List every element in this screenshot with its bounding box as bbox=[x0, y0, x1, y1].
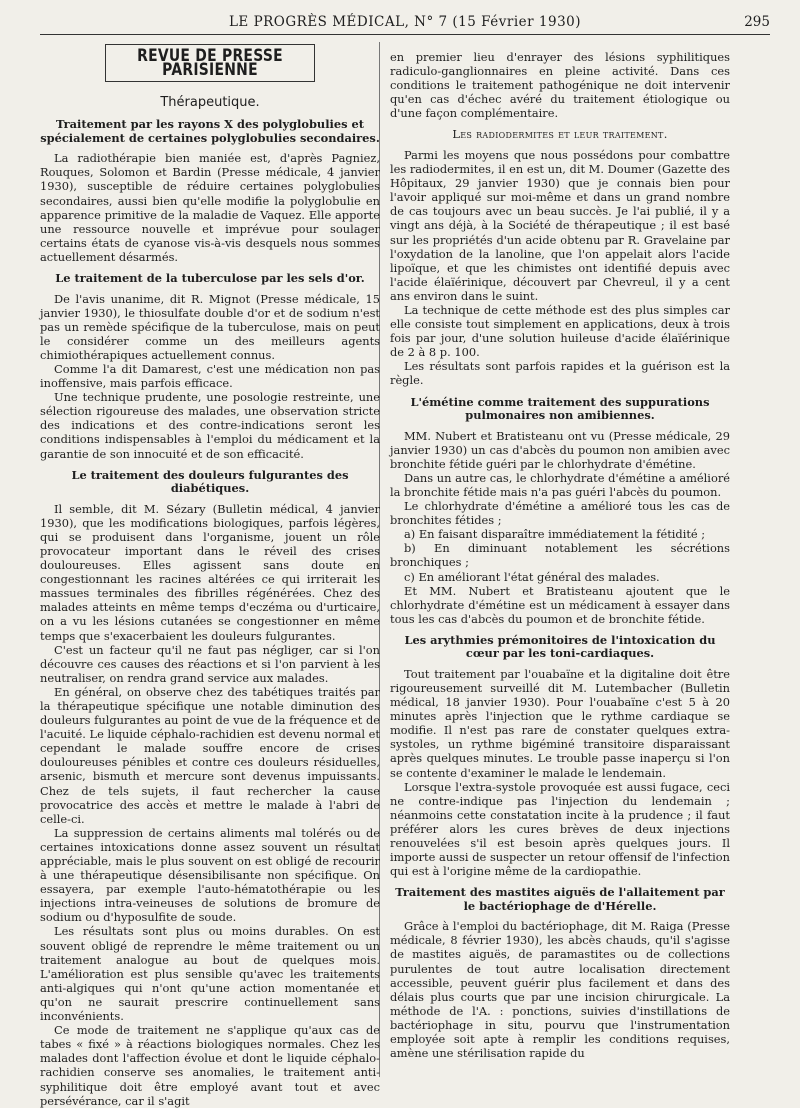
article-heading: Le traitement des douleurs fulgurantes des diabétiques. bbox=[71, 467, 349, 496]
article-paragraph: Grâce à l'emploi du bactériophage, dit M. Raiga (Presse médicale, 8 février 1930), les abcès chauds, qu'il s'agisse de mastites aiguës, de paramastites ou de collections purulentes de tout autre localisation directement accessible, peuvent guérir plus facilement et dans des délais plus courts que par une incision chirurgicale. La méthode de l'A. : ponctions, suivies d'instillations de bactériophage in situ, pourvu que l'instrumentation employée soit apte à remplir les conditions requises, amène une stérilisation rapide du bbox=[390, 919, 730, 1061]
article-paragraph: Ce mode de traitement ne s'applique qu'aux cas de tabes « fixé » à réactions biologiques normales. Chez les malades dont l'affection évolue et dont le liquide céphalo-rachidien conserve ses anomalies, le traitement anti-syphilitique doit être employé avant tout et avec persévérance, car il s'agit bbox=[40, 1023, 380, 1108]
continuation-paragraph: en premier lieu d'enrayer des lésions syphilitiques radiculo-ganglionnaires en pleine activité. Dans ces conditions le traitement pathogénique ne doit intervenir qu'en cas d'échec avéré du traitement étiologique ou d'une façon complémentaire. bbox=[390, 50, 730, 121]
article-paragraph: C'est un facteur qu'il ne faut pas négliger, car si l'on découvre ces causes des réactions et si l'on parvient à les neutraliser, on rendra grand service aux malades. bbox=[40, 642, 380, 685]
article-paragraph: En général, on observe chez des tabétiques traités par la thérapeutique spécifique une notable diminution des douleurs fulgurantes au point de vue de la fréquence et de l'acuité. Le liquide céphalo-rachidien est devenu normal et cependant le malade souffre encore de crises douloureuses pénibles et contre ces douleurs résiduelles, arsenic, bismuth et mercure sont devenus impuissants. Chez de tels sujets, il faut rechercher la cause provocatrice des accès et mettre le malade à l'abri de celle-ci. bbox=[40, 684, 380, 826]
right-column bbox=[390, 50, 730, 1060]
list-item: b) En diminuant notablement les sécrétions bronchiques ; bbox=[390, 541, 730, 570]
list-item: a) En faisant disparaître immédiatement la fétidité ; bbox=[404, 527, 706, 542]
article-heading: Traitement par les rayons X des polyglobulies et spécialement de certaines polyglobulies secondaires. bbox=[40, 117, 380, 145]
article-heading: Les radiodermites et leur traitement. bbox=[452, 127, 668, 142]
running-head bbox=[40, 6, 770, 34]
article-paragraph: Une technique prudente, une posologie restreinte, une sélection rigoureuse des malades, une observation stricte des indications et des contre-indications seront les conditions indispensables à l'emploi du médicament et la garantie de son innocuité et de son efficacité. bbox=[40, 390, 380, 461]
article bbox=[390, 396, 730, 626]
left-column bbox=[40, 44, 380, 1108]
article bbox=[40, 469, 380, 1108]
article-paragraph: Dans un autre cas, le chlorhydrate d'émétine a amélioré la bronchite fétide mais n'a pas guéri l'abcès du poumon. bbox=[390, 470, 730, 499]
article-paragraph: MM. Nubert et Bratisteanu ont vu (Presse médicale, 29 janvier 1930) un cas d'abcès du poumon non amibien avec bronchite fétide guéri par le chlorhydrate d'émétine. bbox=[390, 428, 730, 471]
article bbox=[390, 128, 730, 387]
article-heading: Les arythmies prémonitoires de l'intoxication du cœur par les toni-cardiaques. bbox=[404, 632, 716, 661]
article-paragraph: La suppression de certains aliments mal tolérés ou de certaines intoxications donne assez souvent un résultat appréciable, mais le plus souvent on est obligé de recourir à une thérapeutique désensibilisante non spécifique. On essayera, par exemple l'auto-hématothérapie ou les injections intra-veineuses de solutions de bromure de sodium ou d'hyposulfite de soude. bbox=[40, 825, 380, 925]
article bbox=[40, 118, 380, 264]
article-paragraph: Le chlorhydrate d'émétine a amélioré tous les cas de bronchites fétides ; bbox=[390, 499, 730, 528]
article-paragraph: Et MM. Nubert et Bratisteanu ajoutent que le chlorhydrate d'émétine est un médicament à essayer dans tous les cas d'abcès du poumon et de bronchite fétide. bbox=[390, 583, 730, 626]
article-paragraph: De l'avis unanime, dit R. Mignot (Presse médicale, 15 janvier 1930), le thiosulfate double d'or et de sodium n'est pas un remède spécifique de la tuberculose, mais on peut le considérer comme un des meilleurs agents chimiothérapiques actuellement connus. bbox=[40, 291, 380, 362]
section-title-box bbox=[105, 44, 315, 82]
running-head-title: LE PROGRÈS MÉDICAL, N° 7 (15 Février 1930) bbox=[228, 14, 582, 30]
article-paragraph: Parmi les moyens que nous possédons pour combattre les radiodermites, il en est un, dit M. Doumer (Gazette des Hôpitaux, 29 janvier 1930) que je connais bien pour l'avoir appliqué sur moi-même et dans un grand nombre de cas toujours avec un beau succès. Je l'ai publié, il y a vingt ans déjà, à la Société de thérapeutique ; il est basé sur les propriétés d'un acide obtenu par R. Gravelaine par l'oxydation de la lanoline, que l'on appelait alors l'acide lipoïque, et que les chimistes ont identifié depuis avec l'acide élaïérinique, découvert par Chevreul, il y a cent ans environ dans le suint. bbox=[390, 147, 730, 303]
header-rule bbox=[40, 34, 770, 35]
list-item: c) En améliorant l'état général des malades. bbox=[404, 569, 660, 584]
article-heading: L'émétine comme traitement des suppurations pulmonaires non amibiennes. bbox=[410, 394, 710, 423]
article bbox=[40, 272, 380, 461]
article-paragraph: Tout traitement par l'ouabaïne et la digitaline doit être rigoureusement surveillé dit M. Lutembacher (Bulletin médical, 18 janvier 1930). Pour l'ouabaïne c'est 5 à 20 minutes après l'injection que le rythme cardiaque se modifie. Il n'est pas rare de constater quelques extra-systoles, un rythme bigéminé transitoire disparaissant après quelques minutes. Le trouble passe inaperçu si l'on se contente d'examiner le malade le lendemain. bbox=[390, 666, 730, 780]
article-paragraph: Les résultats sont parfois rapides et la guérison est la règle. bbox=[390, 359, 730, 388]
article-paragraph: Les résultats sont plus ou moins durables. On est souvent obligé de reprendre le même traitement ou un traitement analogue au bout de quelques mois. L'amélioration est plus sensible qu'avec les traitements anti-algiques qui n'ont qu'une action momentanée et qu'on ne saurait prescrire continuellement sans inconvénients. bbox=[40, 924, 380, 1024]
section-title: REVUE DE PRESSE PARISIENNE bbox=[137, 46, 283, 81]
article-heading: Traitement des mastites aiguës de l'allaitement par le bactériophage de d'Hérelle. bbox=[395, 885, 725, 913]
page-number: 295 bbox=[744, 14, 770, 30]
article-paragraph: Lorsque l'extra-systole provoquée est aussi fugace, ceci ne contre-indique pas l'injection du lendemain ; néanmoins cette constatation incite à la prudence ; il faut préférer alors les cures brèves de deux injections renouvelées s'il est besoin après quelques jours. Il importe aussi de suspecter un retour offensif de l'infection qui est à l'origine même de la cardiopathie. bbox=[390, 779, 730, 879]
rubric-title: Thérapeutique. bbox=[160, 95, 260, 111]
article-paragraph: La radiothérapie bien maniée est, d'après Pagniez, Rouques, Solomon et Bardin (Presse médicale, 4 janvier 1930), susceptible de réduire certaines polyglobulies secondaires, aussi bien qu'elle modifie la polyglobulie en apparence primitive de la maladie de Vaquez. Elle apporte une ressource nouvelle et imprévue pour soulager certains états de cyanose vis-à-vis desquels nous sommes actuellement désarmés. bbox=[40, 151, 380, 264]
article bbox=[390, 634, 730, 878]
article-heading: Le traitement de la tuberculose par les sels d'or. bbox=[55, 271, 365, 286]
article-paragraph: Comme l'a dit Damarest, c'est une médication non pas inoffensive, mais parfois efficace. bbox=[40, 362, 380, 391]
article-paragraph: Il semble, dit M. Sézary (Bulletin médical, 4 janvier 1930), que les modifications biologiques, parfois légères, qui se produisent dans l'organisme, jouent un rôle provocateur important dans le réveil des crises douloureuses. Elles agissent sans doute en congestionnant les racines altérées ce qui irriterait les massues terminales des fibrilles régénérées. Chez des malades atteints en même temps d'eczéma ou d'urticaire, on a vu les lésions cutanées se congestionner en même temps que s'exacerbaient les douleurs fulgurantes. bbox=[40, 501, 380, 643]
article bbox=[390, 886, 730, 1060]
article-paragraph: La technique de cette méthode est des plus simples car elle consiste tout simplement en applications, deux à trois fois par jour, d'une solution huileuse d'acide élaïérinique de 2 à 8 p. 100. bbox=[390, 303, 730, 360]
